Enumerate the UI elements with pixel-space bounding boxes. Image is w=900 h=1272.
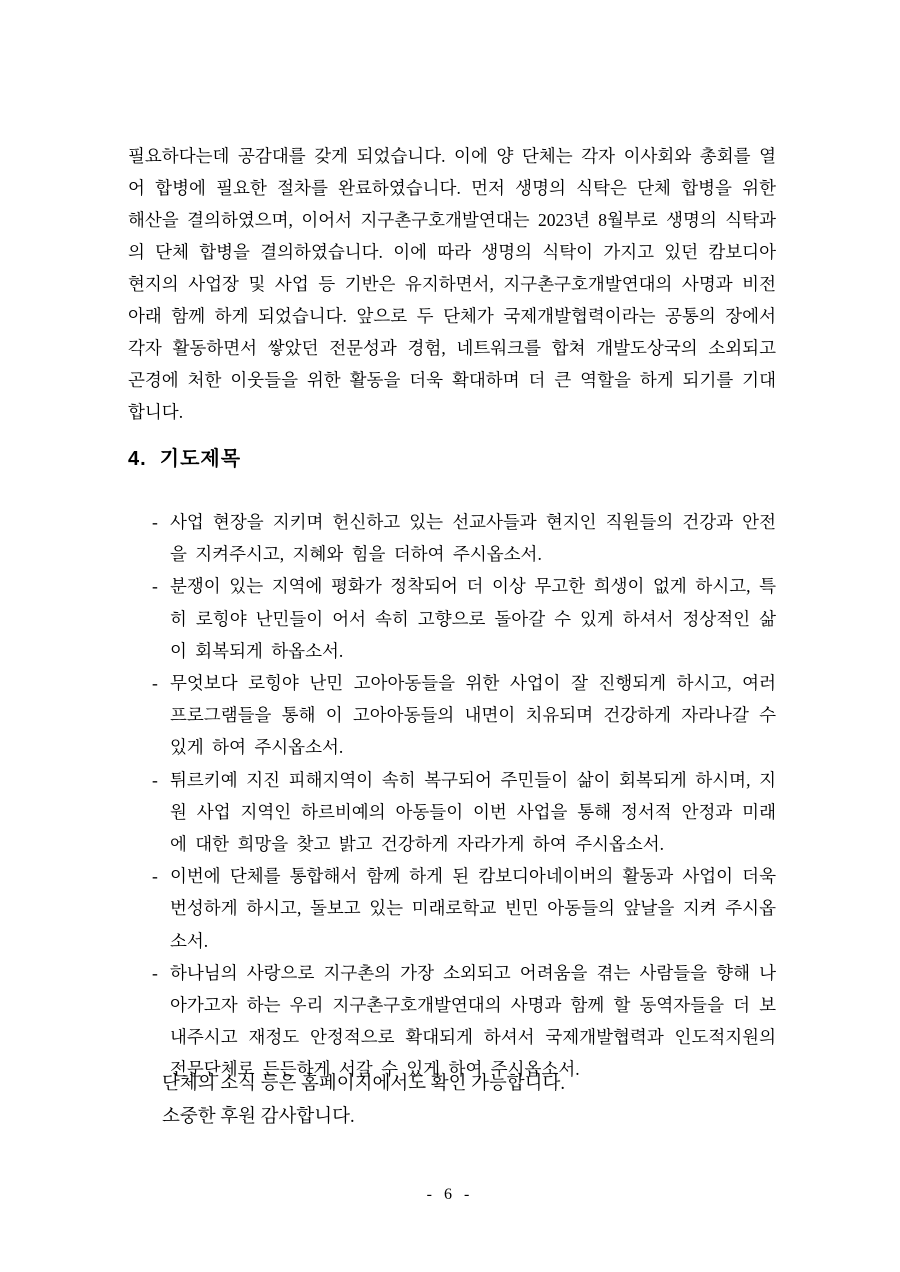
prayer-list (128, 506, 776, 1086)
dash-bullet: - (152, 769, 158, 790)
dash-bullet: - (152, 673, 158, 694)
section-heading: 4. 기도제목 (128, 448, 242, 470)
prayer-item-text: 하나님의 사랑으로 지구촌의 가장 소외되고 어려움을 겪는 사람들을 향해 나아가고자 하는 우리 지구촌구호개발연대의 사명과 함께 할 동역자들을 더 보내주시고 재정도 안정적으로 확대되게 하셔서 국제개발협력과 인도적지원의 전문단체로 든든하게 서갈 수 있게 하여 주시옵소서. (170, 962, 776, 1080)
prayer-item (128, 570, 776, 667)
dash-bullet: - (152, 512, 158, 532)
footer-note-line1: 단체의 소식 등은 홈페이지에서도 확인 가능합니다. (162, 1074, 566, 1094)
prayer-item (128, 860, 776, 957)
prayer-item-text: 튀르키예 지진 피해지역이 속히 복구되어 주민들이 삶이 회복되게 하시며, 지원 사업 지역인 하르비예의 아동들이 이번 사업을 통해 정서적 안정과 미래에 대한 희망을 찾고 밝고 건강하게 자라가게 하여 주시옵소서. (170, 769, 776, 855)
prayer-item (128, 506, 776, 570)
footer-note-line2: 소중한 후원 감사합니다. (162, 1106, 355, 1127)
footer-note (162, 1068, 776, 1133)
prayer-item (128, 957, 776, 1086)
prayer-item-text: 사업 현장을 지키며 헌신하고 있는 선교사들과 현지인 직원들의 건강과 안전을 지켜주시고, 지혜와 힘을 더하여 주시옵소서. (170, 512, 776, 565)
dash-bullet: - (152, 866, 158, 887)
prayer-item (128, 764, 776, 861)
prayer-item-text: 이번에 단체를 통합해서 함께 하게 된 캄보디아네이버의 활동과 사업이 더욱 번성하게 하시고, 돌보고 있는 미래로학교 빈민 아동들의 앞날을 지켜 주시옵소서. (170, 866, 776, 951)
dash-bullet: - (152, 576, 158, 597)
prayer-item-text: 무엇보다 로힝야 난민 고아아동들을 위한 사업이 잘 진행되게 하시고, 여러 프로그램들을 통해 이 고아아동들의 내면이 치유되며 건강하게 자라나갈 수 있게 하여 주시옵소서. (170, 673, 776, 758)
page-number: - 6 - (426, 1186, 474, 1203)
prayer-item (128, 667, 776, 764)
intro-paragraph: 필요하다는데 공감대를 갖게 되었습니다. 이에 양 단체는 각자 이사회와 총회를 열어 합병에 필요한 절차를 완료하였습니다. 먼저 생명의 식탁은 단체 합병을 위한 해산을 결의하였으며, 이어서 지구촌구호개발연대는 2023년 8월부로 생명의 식탁과의 단체 합병을 결의하였습니다. 이에 따라 생명의 식탁이 가지고 있던 캄보디아 현지의 사업장 및 사업 등 기반은 유지하면서, 지구촌구호개발연대의 사명과 비전 아래 함께 하게 되었습니다. 앞으로 두 단체가 국제개발협력이라는 공통의 장에서 각자 활동하면서 쌓았던 전문성과 경험, 네트워크를 합쳐 개발도상국의 소외되고 곤경에 처한 이웃들을 위한 활동을 더욱 확대하며 더 큰 역할을 하게 되기를 기대합니다. (128, 146, 776, 422)
prayer-item-text: 분쟁이 있는 지역에 평화가 정착되어 더 이상 무고한 희생이 없게 하시고, 특히 로힝야 난민들이 어서 속히 고향으로 돌아갈 수 있게 하셔서 정상적인 삶이 회복되게 하옵소서. (170, 576, 776, 661)
dash-bullet: - (152, 962, 158, 983)
